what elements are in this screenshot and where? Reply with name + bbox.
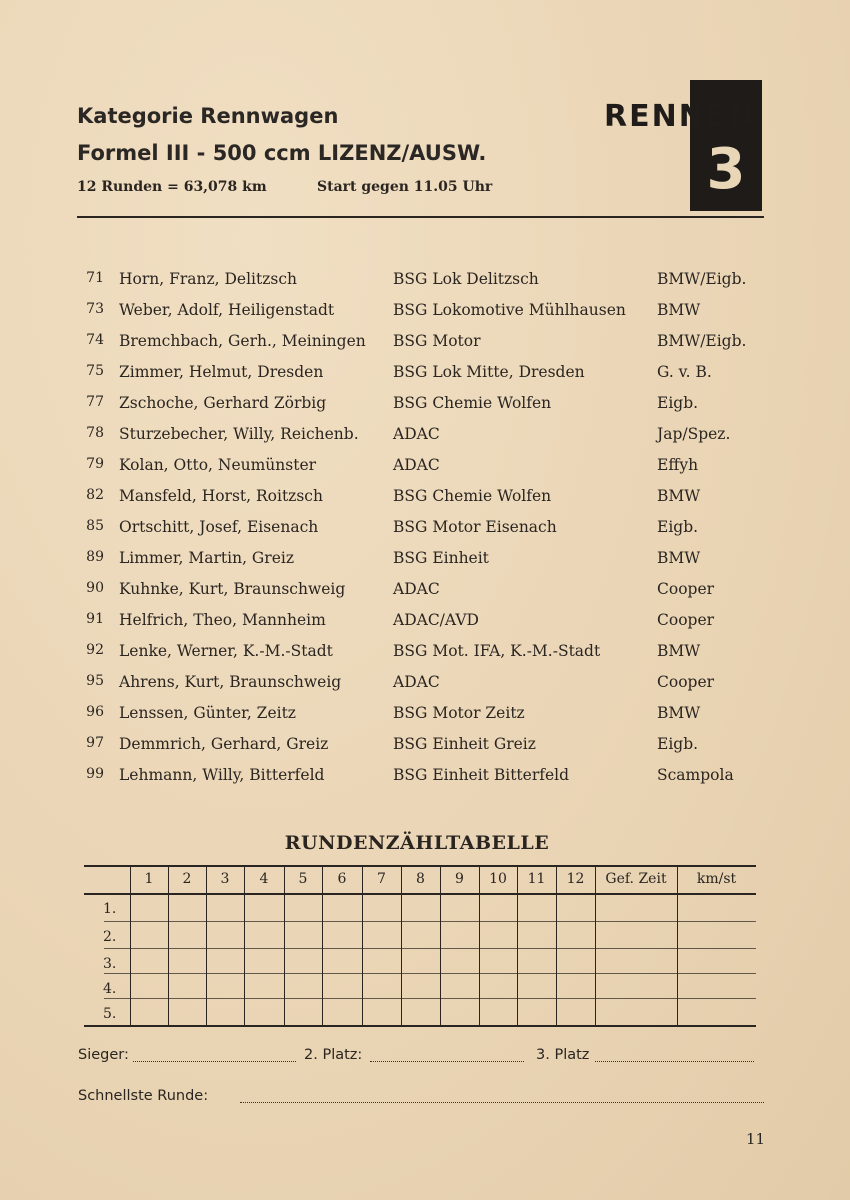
lap-column-header: 5 — [298, 871, 308, 887]
table-column-rule — [517, 865, 518, 1025]
entry-row — [0, 270, 850, 294]
car-make: BMW/Eigb. — [657, 332, 747, 350]
race-label: RENNEN — [604, 99, 756, 134]
lap-row-label: 4. — [103, 981, 117, 997]
lap-row-label: 2. — [103, 929, 117, 945]
driver-club: BSG Chemie Wolfen — [393, 394, 552, 412]
entry-number: 77 — [86, 394, 104, 410]
third-place-blank[interactable] — [595, 1061, 754, 1062]
driver-club: BSG Lok Mitte, Dresden — [393, 363, 585, 381]
car-make: Cooper — [657, 611, 715, 629]
driver-name: Mansfeld, Horst, Roitzsch — [119, 487, 323, 505]
driver-name: Kolan, Otto, Neumünster — [119, 456, 317, 474]
table-row-rule — [104, 921, 756, 922]
entry-row — [0, 301, 850, 325]
race-number: 3 — [706, 137, 746, 202]
entry-number: 79 — [86, 456, 104, 472]
entry-row — [0, 766, 850, 790]
driver-name: Weber, Adolf, Heiligenstadt — [119, 301, 335, 319]
entry-number: 85 — [86, 518, 104, 534]
car-make: BMW — [657, 642, 701, 660]
entry-number: 89 — [86, 549, 104, 565]
entry-number: 78 — [86, 425, 104, 441]
entry-number: 71 — [86, 270, 104, 286]
car-make: Eigb. — [657, 735, 699, 753]
driver-club: BSG Mot. IFA, K.-M.-Stadt — [393, 642, 601, 660]
driver-club: ADAC — [393, 580, 440, 598]
lap-column-header: 10 — [489, 871, 507, 887]
table-column-rule — [284, 865, 285, 1025]
driver-club: BSG Lokomotive Mühlhausen — [393, 301, 626, 319]
fastest-lap-blank[interactable] — [240, 1102, 764, 1103]
car-make: BMW — [657, 301, 701, 319]
lap-column-header: 7 — [377, 871, 386, 887]
entry-number: 96 — [86, 704, 104, 720]
driver-name: Demmrich, Gerhard, Greiz — [119, 735, 329, 753]
entry-number: 73 — [86, 301, 104, 317]
car-make: G. v. B. — [657, 363, 712, 381]
formula-title: Formel III - 500 ccm LIZENZ/AUSW. — [77, 141, 487, 165]
lap-column-header: 11 — [527, 871, 546, 887]
entry-row — [0, 394, 850, 418]
entry-number: 75 — [86, 363, 104, 379]
second-place-blank[interactable] — [370, 1061, 524, 1062]
driver-name: Bremchbach, Gerh., Meiningen — [119, 332, 366, 350]
table-row-rule — [104, 998, 756, 999]
car-make: Jap/Spez. — [657, 425, 731, 443]
driver-name: Limmer, Martin, Greiz — [119, 549, 295, 567]
entry-row — [0, 456, 850, 480]
table-column-rule — [556, 865, 557, 1025]
driver-name: Kuhnke, Kurt, Braunschweig — [119, 580, 346, 598]
table-column-rule — [168, 865, 169, 1025]
entry-number: 90 — [86, 580, 104, 596]
entry-number: 92 — [86, 642, 104, 658]
lap-row-label: 3. — [103, 956, 117, 972]
lap-table-title: RUNDENZÄHLTABELLE — [284, 832, 550, 854]
driver-name: Ortschitt, Josef, Eisenach — [119, 518, 319, 536]
entry-row — [0, 363, 850, 387]
driver-club: BSG Einheit — [393, 549, 489, 567]
driver-club: BSG Motor — [393, 332, 481, 350]
table-column-rule — [595, 865, 596, 1025]
table-column-rule — [677, 865, 678, 1025]
start-time: Start gegen 11.05 Uhr — [317, 179, 493, 195]
lap-column-header: km/st — [696, 871, 737, 887]
table-column-rule — [244, 865, 245, 1025]
entry-number: 74 — [86, 332, 104, 348]
table-bottom-rule — [84, 1025, 756, 1027]
driver-club: ADAC — [393, 425, 440, 443]
driver-club: BSG Lok Delitzsch — [393, 270, 539, 288]
car-make: BMW — [657, 704, 701, 722]
lap-column-header: 3 — [220, 871, 230, 887]
driver-club: BSG Motor Zeitz — [393, 704, 525, 722]
table-column-rule — [130, 865, 131, 1025]
car-make: Eigb. — [657, 394, 699, 412]
entry-row — [0, 704, 850, 728]
table-column-rule — [479, 865, 480, 1025]
lap-column-header: 2 — [182, 871, 192, 887]
winner-blank[interactable] — [133, 1061, 296, 1062]
lap-column-header: 9 — [455, 871, 464, 887]
car-make: Effyh — [657, 456, 699, 474]
page-number: 11 — [746, 1130, 766, 1148]
category-title: Kategorie Rennwagen — [77, 104, 339, 128]
entry-row — [0, 549, 850, 573]
entry-row — [0, 580, 850, 604]
table-row-rule — [104, 973, 756, 974]
driver-club: BSG Einheit Bitterfeld — [393, 766, 570, 784]
third-place-label: 3. Platz — [536, 1047, 590, 1063]
table-column-rule — [401, 865, 402, 1025]
entry-number: 99 — [86, 766, 104, 782]
driver-club: BSG Einheit Greiz — [393, 735, 536, 753]
table-header-rule — [84, 893, 756, 895]
driver-name: Zimmer, Helmut, Dresden — [119, 363, 324, 381]
entry-number: 91 — [86, 611, 104, 627]
lap-row-label: 5. — [103, 1006, 117, 1022]
entry-row — [0, 332, 850, 356]
driver-club: BSG Motor Eisenach — [393, 518, 557, 536]
driver-club: BSG Chemie Wolfen — [393, 487, 552, 505]
table-top-rule — [84, 865, 756, 867]
car-make: Scampola — [657, 766, 734, 784]
entry-row — [0, 425, 850, 449]
winner-label: Sieger: — [78, 1047, 129, 1063]
entry-row — [0, 735, 850, 759]
car-make: Cooper — [657, 673, 715, 691]
driver-club: ADAC — [393, 456, 440, 474]
car-make: Eigb. — [657, 518, 699, 536]
entry-number: 97 — [86, 735, 104, 751]
entry-row — [0, 487, 850, 511]
header-divider — [77, 216, 764, 218]
lap-row-label: 1. — [103, 901, 117, 917]
car-make: BMW — [657, 549, 701, 567]
entry-number: 82 — [86, 487, 104, 503]
lap-column-header: 6 — [337, 871, 347, 887]
laps-distance: 12 Runden = 63,078 km — [77, 179, 267, 195]
entry-row — [0, 611, 850, 635]
table-column-rule — [206, 865, 207, 1025]
driver-name: Ahrens, Kurt, Braunschweig — [119, 673, 342, 691]
second-place-label: 2. Platz: — [304, 1047, 363, 1063]
fastest-lap-label: Schnellste Runde: — [78, 1088, 209, 1104]
driver-name: Sturzebecher, Willy, Reichenb. — [119, 425, 359, 443]
lap-column-header: 8 — [416, 871, 425, 887]
driver-club: ADAC/AVD — [393, 611, 479, 629]
lap-column-header: 12 — [566, 871, 585, 887]
table-column-rule — [440, 865, 441, 1025]
entry-row — [0, 518, 850, 542]
lap-column-header: 1 — [144, 871, 154, 887]
driver-name: Horn, Franz, Delitzsch — [119, 270, 298, 288]
lap-column-header: 4 — [259, 871, 269, 887]
table-row-rule — [104, 948, 756, 949]
table-column-rule — [322, 865, 323, 1025]
entry-row — [0, 642, 850, 666]
entry-row — [0, 673, 850, 697]
entry-number: 95 — [86, 673, 104, 689]
car-make: BMW — [657, 487, 701, 505]
driver-club: ADAC — [393, 673, 440, 691]
driver-name: Lenssen, Günter, Zeitz — [119, 704, 296, 722]
driver-name: Lehmann, Willy, Bitterfeld — [119, 766, 325, 784]
lap-column-header: Gef. Zeit — [605, 871, 667, 887]
car-make: BMW/Eigb. — [657, 270, 747, 288]
table-column-rule — [362, 865, 363, 1025]
driver-name: Helfrich, Theo, Mannheim — [119, 611, 326, 629]
car-make: Cooper — [657, 580, 715, 598]
driver-name: Lenke, Werner, K.-M.-Stadt — [119, 642, 333, 660]
driver-name: Zschoche, Gerhard Zörbig — [119, 394, 327, 412]
